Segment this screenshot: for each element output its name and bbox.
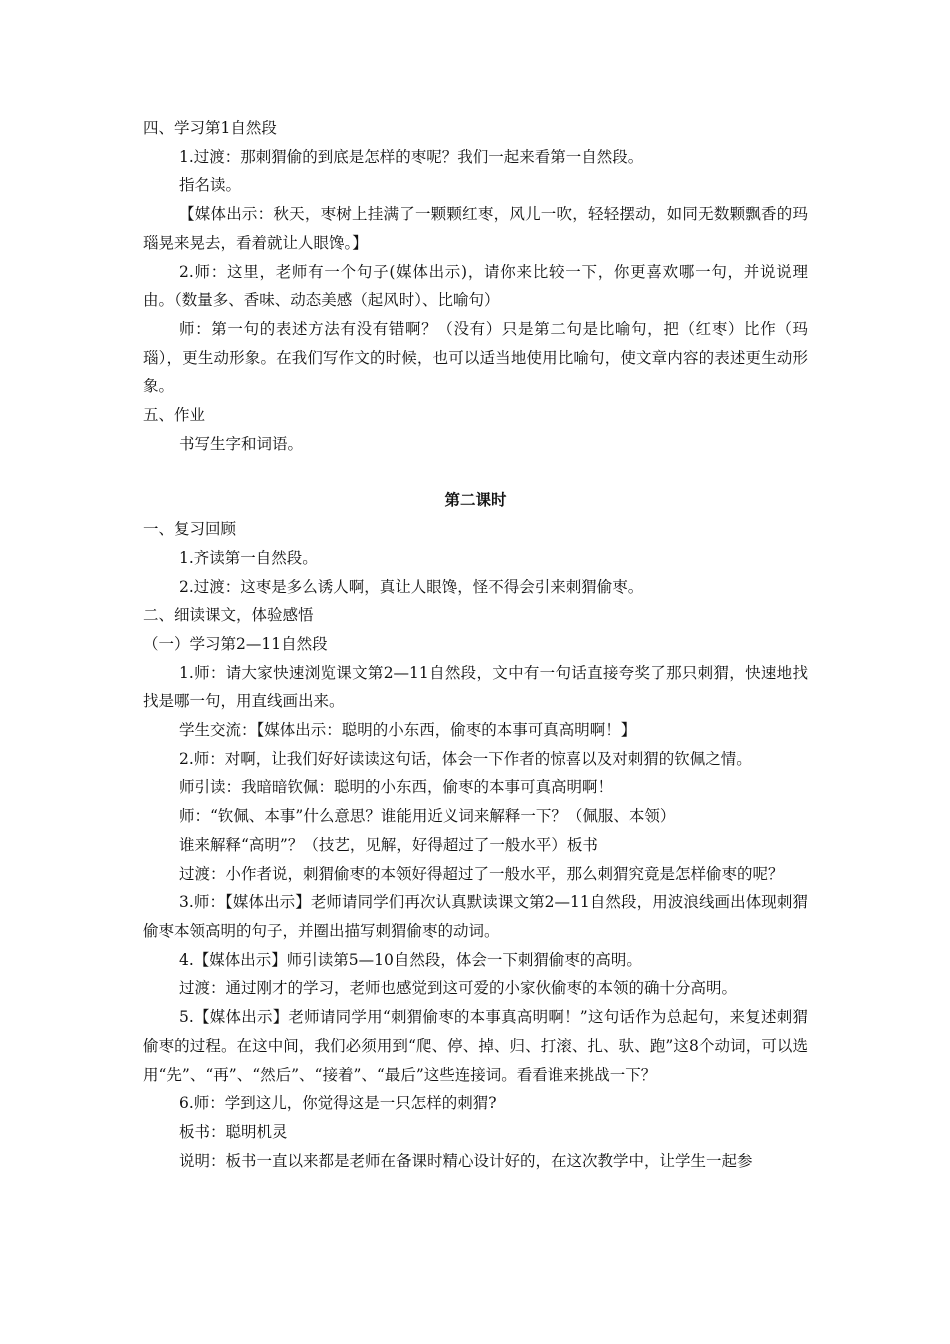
paragraph: 2.师：对啊，让我们好好读读这句话，体会一下作者的惊喜以及对刺猬的钦佩之情。 <box>179 749 752 768</box>
heading-section-1: 一、复习回顾 <box>143 520 237 539</box>
paragraph: 1.师：请大家快速浏览课文第2—11自然段，文中有一句话直接夸奖了那只刺猬，快速地找找是哪一句，用直线画出来。 <box>143 663 808 711</box>
paragraph: 书写生字和词语。 <box>179 434 304 453</box>
paragraph: 1.过渡：那刺猬偷的到底是怎样的枣呢？我们一起来看第一自然段。 <box>179 147 644 166</box>
paragraph: 【媒体出示：秋天，枣树上挂满了一颗颗红枣，风儿一吹，轻轻摆动，如同无数颗飘香的玛瑙晃来晃去，看着就让人眼馋。】 <box>143 205 808 252</box>
paragraph: 1.齐读第一自然段。 <box>179 548 318 567</box>
paragraph: 谁来解释“高明”？（技艺，见解，好得超过了一般水平）板书 <box>179 835 598 854</box>
heading-section-4: 四、学习第1自然段 <box>143 119 277 137</box>
heading-section-5: 五、作业 <box>143 406 206 425</box>
paragraph: 师：第一句的表述方法有没有错啊？（没有）只是第二句是比喻句，把（红枣）比作（玛瑙），更生动形象。在我们写作文的时候，也可以适当地使用比喻句，使文章内容的表述更生动形象。 <box>143 319 808 396</box>
paragraph: 指名读。 <box>179 176 242 195</box>
paragraph: 3.师：【媒体出示】老师请同学们再次认真默读课文第2—11自然段，用波浪线画出体现刺猬偷枣本领高明的句子，并圈出描写刺猬偷枣的动词。 <box>143 893 808 940</box>
paragraph: 过渡：小作者说，刺猬偷枣的本领好得超过了一般水平，那么刺猬究竟是怎样偷枣的呢？ <box>179 864 784 883</box>
paragraph: 师引读：我暗暗钦佩：聪明的小东西，偷枣的本事可真高明啊！ <box>179 778 614 797</box>
paragraph: 2.过渡：这枣是多么诱人啊，真让人眼馋，怪不得会引来刺猬偷枣。 <box>179 577 644 596</box>
paragraph: 板书：聪明机灵 <box>179 1122 288 1141</box>
paragraph: 学生交流：【媒体出示：聪明的小东西，偷枣的本事可真高明啊！】 <box>179 721 637 740</box>
heading-section-2: 二、细读课文，体验感悟 <box>143 606 314 625</box>
paragraph: 6.师：学到这儿，你觉得这是一只怎样的刺猬? <box>179 1094 497 1113</box>
paragraph: 5.【媒体出示】老师请同学用“刺猬偷枣的本事真高明啊！”这句话作为总起句，来复述刺猬偷枣的过程。在这中间，我们必须用到“爬、停、掉、归、打滚、扎、驮、跑”这8个动词，可以选用“先”、“再”、“然后”、“接着”、“最后”这些连接词。看看谁来挑战一下？ <box>143 1008 808 1084</box>
paragraph: 4.【媒体出示】师引读第5—10自然段，体会一下刺猬偷枣的高明。 <box>179 950 642 969</box>
paragraph: 过渡：通过刚才的学习，老师也感觉到这可爱的小家伙偷枣的本领的确十分高明。 <box>179 979 738 998</box>
lesson-title: 第二课时 <box>444 491 507 510</box>
paragraph: 师：“钦佩、本事”什么意思？谁能用近义词来解释一下？（佩服、本领） <box>179 807 676 826</box>
subheading: （一）学习第2—11自然段 <box>143 634 328 653</box>
document-body <box>143 114 808 1175</box>
paragraph: 2.师：这里，老师有一个句子(媒体出示)，请你来比较一下，你更喜欢哪一句，并说说理由。（数量多、香味、动态美感（起风时）、比喻句） <box>143 262 808 310</box>
paragraph: 说明：板书一直以来都是老师在备课时精心设计好的，在这次教学中，让学生一起参 <box>179 1151 753 1170</box>
